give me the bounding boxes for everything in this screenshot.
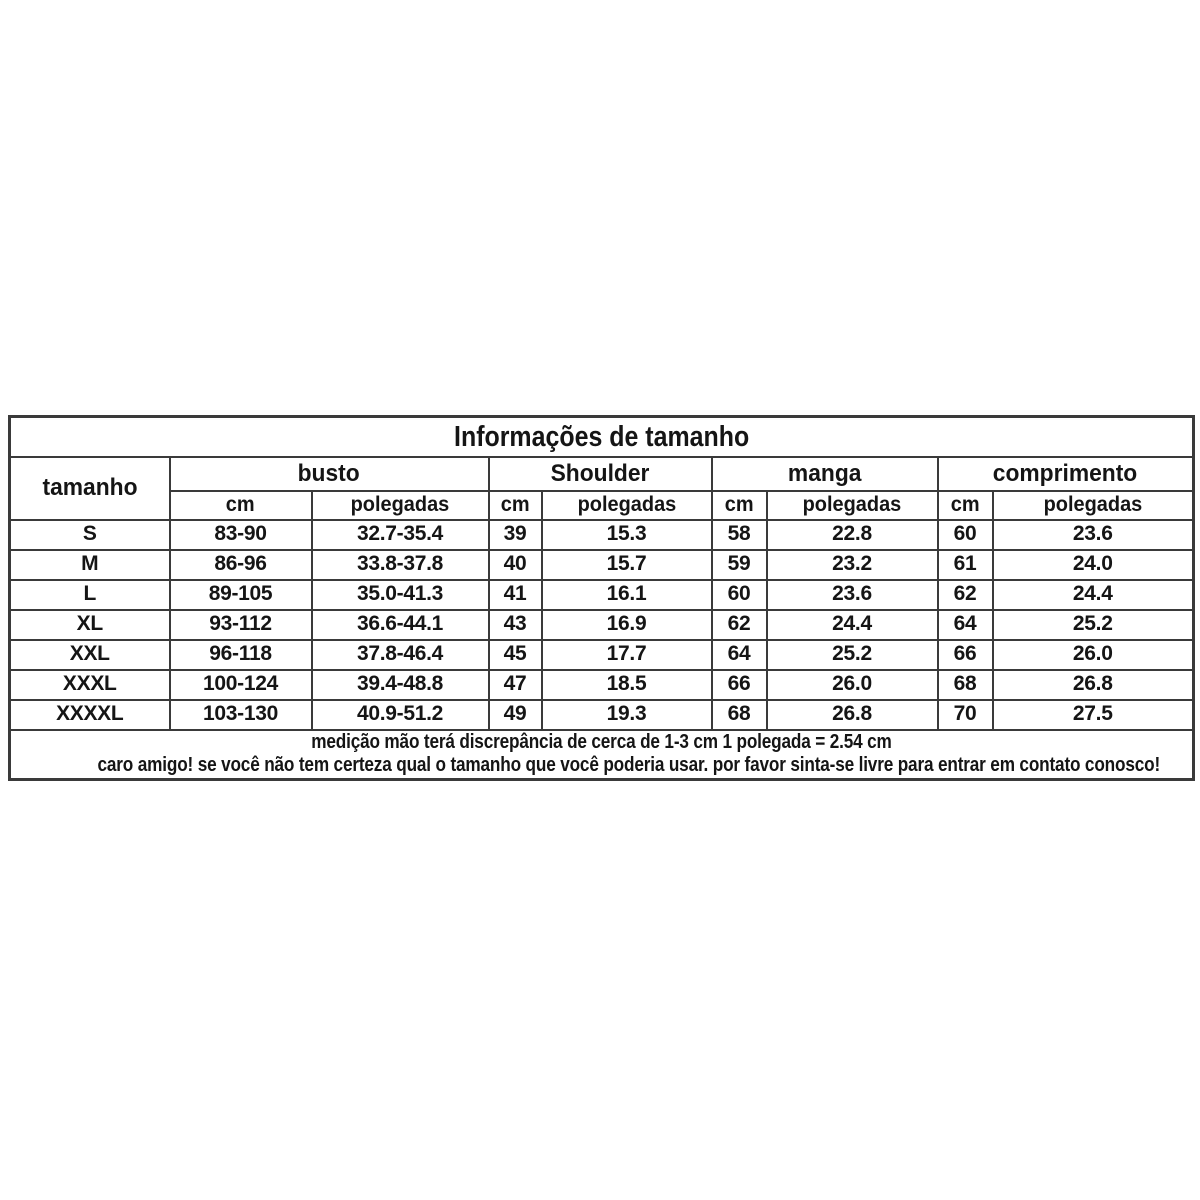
- busto-cm-cell: 89-105: [170, 580, 312, 610]
- size-cell: XXXL: [10, 670, 170, 700]
- shoulder-polegadas-cell: 18.5: [542, 670, 712, 700]
- contact-note: caro amigo! se você não tem certeza qual o tamanho que você poderia usar. por favor sinta-se livre para entrar em contato conosco!: [97, 754, 1161, 777]
- shoulder-cm-cell: 47: [489, 670, 542, 700]
- comprimento-polegadas-header: polegadas: [993, 491, 1194, 520]
- manga-polegadas-cell: 22.8: [767, 520, 938, 550]
- comprimento-cm-cell: 61: [938, 550, 993, 580]
- table-title-text: Informações de tamanho: [453, 420, 750, 453]
- busto-polegadas-cell: 32.7-35.4: [312, 520, 489, 550]
- comprimento-polegadas-cell: 26.8: [993, 670, 1194, 700]
- busto-polegadas-header: polegadas: [312, 491, 489, 520]
- shoulder-cm-cell: 43: [489, 610, 542, 640]
- size-cell: L: [10, 580, 170, 610]
- comprimento-cm-cell: 64: [938, 610, 993, 640]
- table-title: [10, 417, 1194, 457]
- shoulder-cm-header: cm: [489, 491, 542, 520]
- comprimento-cm-cell: 68: [938, 670, 993, 700]
- shoulder-polegadas-header: polegadas: [542, 491, 712, 520]
- busto-cm-cell: 100-124: [170, 670, 312, 700]
- busto-group-header: busto: [170, 457, 489, 491]
- shoulder-cm-cell: 39: [489, 520, 542, 550]
- manga-cm-cell: 62: [712, 610, 767, 640]
- manga-polegadas-cell: 24.4: [767, 610, 938, 640]
- shoulder-cm-cell: 40: [489, 550, 542, 580]
- table-row: [10, 520, 1194, 550]
- shoulder-polegadas-cell: 15.3: [542, 520, 712, 550]
- shoulder-cm-cell: 41: [489, 580, 542, 610]
- comprimento-polegadas-cell: 27.5: [993, 700, 1194, 730]
- manga-polegadas-cell: 26.0: [767, 670, 938, 700]
- busto-polegadas-cell: 33.8-37.8: [312, 550, 489, 580]
- size-cell: XXL: [10, 640, 170, 670]
- manga-cm-cell: 66: [712, 670, 767, 700]
- comprimento-cm-cell: 60: [938, 520, 993, 550]
- measurement-note: medição mão terá discrepância de cerca de 1-3 cm 1 polegada = 2.54 cm: [311, 731, 892, 754]
- size-cell: XL: [10, 610, 170, 640]
- comprimento-polegadas-cell: 25.2: [993, 610, 1194, 640]
- comprimento-polegadas-cell: 24.0: [993, 550, 1194, 580]
- shoulder-polegadas-cell: 15.7: [542, 550, 712, 580]
- busto-polegadas-cell: 40.9-51.2: [312, 700, 489, 730]
- busto-cm-cell: 96-118: [170, 640, 312, 670]
- manga-cm-cell: 64: [712, 640, 767, 670]
- shoulder-polegadas-cell: 19.3: [542, 700, 712, 730]
- comprimento-polegadas-cell: 26.0: [993, 640, 1194, 670]
- comprimento-group-header: comprimento: [938, 457, 1194, 491]
- table-row: [10, 580, 1194, 610]
- column-group-row: [10, 457, 1194, 491]
- comprimento-cm-cell: 70: [938, 700, 993, 730]
- manga-cm-header: cm: [712, 491, 767, 520]
- busto-polegadas-cell: 36.6-44.1: [312, 610, 489, 640]
- manga-group-header: manga: [712, 457, 938, 491]
- table-row: [10, 670, 1194, 700]
- comprimento-polegadas-cell: 24.4: [993, 580, 1194, 610]
- table-title-row: [10, 417, 1194, 457]
- table-row: [10, 610, 1194, 640]
- comprimento-polegadas-cell: 23.6: [993, 520, 1194, 550]
- shoulder-cm-cell: 49: [489, 700, 542, 730]
- comprimento-cm-header: cm: [938, 491, 993, 520]
- manga-cm-cell: 60: [712, 580, 767, 610]
- comprimento-cm-cell: 66: [938, 640, 993, 670]
- shoulder-polegadas-cell: 16.1: [542, 580, 712, 610]
- footer-note-cell: [10, 730, 1194, 780]
- busto-polegadas-cell: 35.0-41.3: [312, 580, 489, 610]
- shoulder-polegadas-cell: 17.7: [542, 640, 712, 670]
- busto-cm-cell: 93-112: [170, 610, 312, 640]
- shoulder-group-header: Shoulder: [489, 457, 712, 491]
- manga-polegadas-cell: 23.6: [767, 580, 938, 610]
- comprimento-cm-cell: 62: [938, 580, 993, 610]
- manga-polegadas-cell: 23.2: [767, 550, 938, 580]
- unit-header-row: [10, 491, 1194, 520]
- shoulder-polegadas-cell: 16.9: [542, 610, 712, 640]
- table-footer-row: [10, 730, 1194, 780]
- busto-polegadas-cell: 39.4-48.8: [312, 670, 489, 700]
- manga-cm-cell: 68: [712, 700, 767, 730]
- manga-polegadas-header: polegadas: [767, 491, 938, 520]
- size-cell: M: [10, 550, 170, 580]
- manga-cm-cell: 59: [712, 550, 767, 580]
- manga-cm-cell: 58: [712, 520, 767, 550]
- size-column-header: tamanho: [10, 457, 170, 520]
- table-row: [10, 700, 1194, 730]
- table-row: [10, 550, 1194, 580]
- manga-polegadas-cell: 26.8: [767, 700, 938, 730]
- busto-cm-cell: 103-130: [170, 700, 312, 730]
- size-cell: XXXXL: [10, 700, 170, 730]
- size-chart-table: [8, 415, 1195, 781]
- shoulder-cm-cell: 45: [489, 640, 542, 670]
- busto-cm-header: cm: [170, 491, 312, 520]
- table-row: [10, 640, 1194, 670]
- busto-polegadas-cell: 37.8-46.4: [312, 640, 489, 670]
- busto-cm-cell: 83-90: [170, 520, 312, 550]
- busto-cm-cell: 86-96: [170, 550, 312, 580]
- manga-polegadas-cell: 25.2: [767, 640, 938, 670]
- size-cell: S: [10, 520, 170, 550]
